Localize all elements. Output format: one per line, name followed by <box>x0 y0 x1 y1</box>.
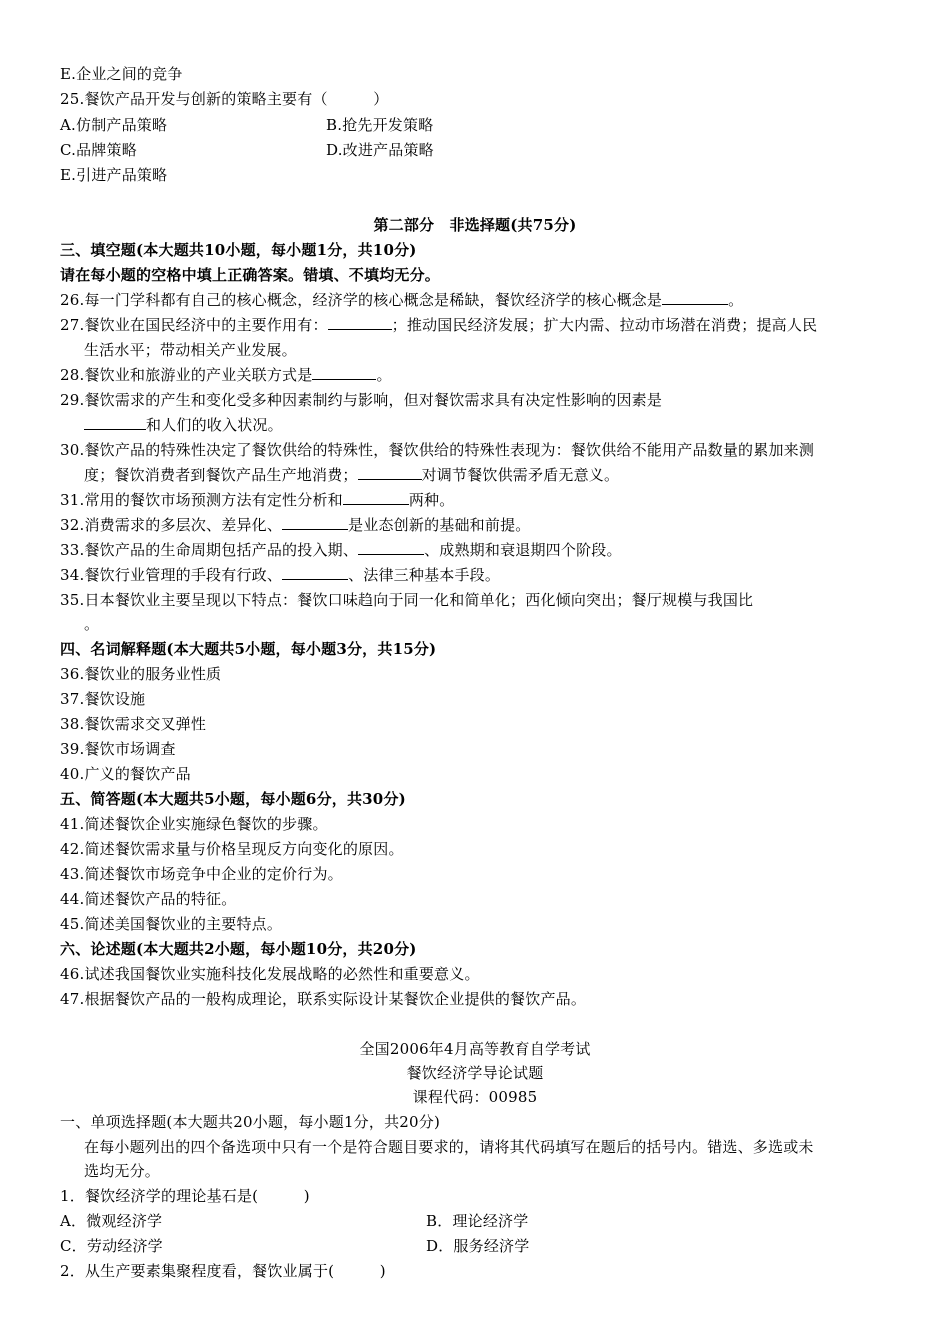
q28-text-b: 。 <box>376 366 392 384</box>
q35-continuation: 。 <box>84 615 100 633</box>
q32-text-b: 是业态创新的基础和前提。 <box>348 516 531 534</box>
q36: 36.餐饮业的服务业性质 <box>60 665 222 683</box>
q45: 45.简述美国餐饮业的主要特点。 <box>60 915 283 933</box>
answer-blank <box>84 415 146 430</box>
q28 <box>60 365 392 385</box>
section3-heading: 三、填空题(本大题共10小题，每小题1分，共10分) <box>60 241 417 259</box>
q32 <box>60 515 530 535</box>
q26-text-b: 。 <box>728 291 744 309</box>
answer-blank <box>312 365 376 380</box>
q34-text-a: 34.餐饮行业管理的手段有行政、 <box>60 566 283 584</box>
q39: 39.餐饮市场调查 <box>60 740 176 758</box>
q34 <box>60 565 500 585</box>
answer-blank <box>358 540 424 555</box>
exam2-q1-option-c: C．劳动经济学 <box>60 1237 163 1255</box>
section5-heading: 五、简答题(本大题共5小题，每小题6分，共30分) <box>60 790 406 808</box>
q27 <box>60 315 817 335</box>
exam2-instruction-continuation: 选均无分。 <box>84 1162 161 1180</box>
q47: 47.根据餐饮产品的一般构成理论，联系实际设计某餐饮企业提供的餐饮产品。 <box>60 990 587 1008</box>
q33-text-a: 33.餐饮产品的生命周期包括产品的投入期、 <box>60 541 359 559</box>
q31 <box>60 490 454 510</box>
answer-blank <box>282 515 348 530</box>
q32-text-a: 32.消费需求的多层次、差异化、 <box>60 516 283 534</box>
answer-blank <box>343 490 409 505</box>
exam2-q1-option-a: A．微观经济学 <box>60 1212 163 1230</box>
exam2-q2-stem: 2．从生产要素集聚程度看，餐饮业属于( ) <box>60 1262 386 1280</box>
q28-text-a: 28.餐饮业和旅游业的产业关联方式是 <box>60 366 313 384</box>
exam2-title: 全国2006年4月高等教育自学考试 <box>359 1040 591 1058</box>
exam2-section1-heading: 一、单项选择题(本大题共20小题，每小题1分，共20分) <box>60 1113 441 1131</box>
q41: 41.简述餐饮企业实施绿色餐饮的步骤。 <box>60 815 328 833</box>
exam2-q1-option-b: B．理论经济学 <box>426 1212 529 1230</box>
q26 <box>60 290 743 310</box>
q33 <box>60 540 622 560</box>
q25-option-b: B.抢先开发策略 <box>326 116 434 134</box>
q27-text-b: ；推动国民经济发展；扩大内需、拉动市场潜在消费；提高人民 <box>391 316 818 334</box>
q46: 46.试述我国餐饮业实施科技化发展战略的必然性和重要意义。 <box>60 965 480 983</box>
q27-continuation: 生活水平；带动相关产业发展。 <box>84 341 297 359</box>
q25-stem: 25.餐饮产品开发与创新的策略主要有（ ） <box>60 90 389 108</box>
q44: 44.简述餐饮产品的特征。 <box>60 890 237 908</box>
answer-blank <box>282 565 348 580</box>
answer-blank <box>662 290 728 305</box>
q31-text-a: 31.常用的餐饮市场预测方法有定性分析和 <box>60 491 343 509</box>
q34-text-b: 、法律三种基本手段。 <box>348 566 501 584</box>
q29: 29.餐饮需求的产生和变化受多种因素制约与影响，但对餐饮需求具有决定性影响的因素是 <box>60 391 663 409</box>
q25-option-d: D.改进产品策略 <box>326 141 434 159</box>
q25-option-e: E.引进产品策略 <box>60 166 168 184</box>
answer-blank <box>358 465 422 480</box>
exam2-q1-stem: 1．餐饮经济学的理论基石是( ) <box>60 1187 310 1205</box>
answer-blank <box>328 315 392 330</box>
q30-continuation <box>84 465 619 485</box>
q26-text-a: 26.每一门学科都有自己的核心概念，经济学的核心概念是稀缺，餐饮经济学的核心概念是 <box>60 291 663 309</box>
q33-text-b: 、成熟期和衰退期四个阶段。 <box>424 541 622 559</box>
q29-text-b: 和人们的收入状况。 <box>146 416 283 434</box>
exam2-q1-option-d: D．服务经济学 <box>426 1237 530 1255</box>
part2-title: 第二部分 非选择题(共75分) <box>373 216 577 234</box>
q24-option-e: E.企业之间的竞争 <box>60 65 183 83</box>
section6-heading: 六、论述题(本大题共2小题，每小题10分，共20分) <box>60 940 417 958</box>
q25-option-c: C.品牌策略 <box>60 141 137 159</box>
q35: 35.日本餐饮业主要呈现以下特点：餐饮口味趋向于同一化和简单化；西化倾向突出；餐厅规模与我国比 <box>60 591 754 609</box>
q27-text-a: 27.餐饮业在国民经济中的主要作用有： <box>60 316 328 334</box>
q30-text-c: 对调节餐饮供需矛盾无意义。 <box>421 466 620 484</box>
exam2-instruction: 在每小题列出的四个备选项中只有一个是符合题目要求的，请将其代码填写在题后的括号内。错选、多选或未 <box>84 1138 814 1156</box>
q40: 40.广义的餐饮产品 <box>60 765 191 783</box>
q30-text-b: 度；餐饮消费者到餐饮产品生产地消费； <box>84 466 358 484</box>
q25-option-a: A.仿制产品策略 <box>60 116 168 134</box>
q29-continuation <box>84 415 283 435</box>
section4-heading: 四、名词解释题(本大题共5小题，每小题3分，共15分) <box>60 640 437 658</box>
q42: 42.简述餐饮需求量与价格呈现反方向变化的原因。 <box>60 840 404 858</box>
q37: 37.餐饮设施 <box>60 690 146 708</box>
q30: 30.餐饮产品的特殊性决定了餐饮供给的特殊性，餐饮供给的特殊性表现为：餐饮供给不能用产品数量的累加来测 <box>60 441 815 459</box>
q38: 38.餐饮需求交叉弹性 <box>60 715 207 733</box>
section3-instruction: 请在每小题的空格中填上正确答案。错填、不填均无分。 <box>60 266 441 284</box>
q43: 43.简述餐饮市场竞争中企业的定价行为。 <box>60 865 343 883</box>
exam2-subject: 餐饮经济学导论试题 <box>406 1064 544 1082</box>
exam2-course-code: 课程代码：00985 <box>412 1088 538 1106</box>
q31-text-b: 两种。 <box>408 491 455 509</box>
